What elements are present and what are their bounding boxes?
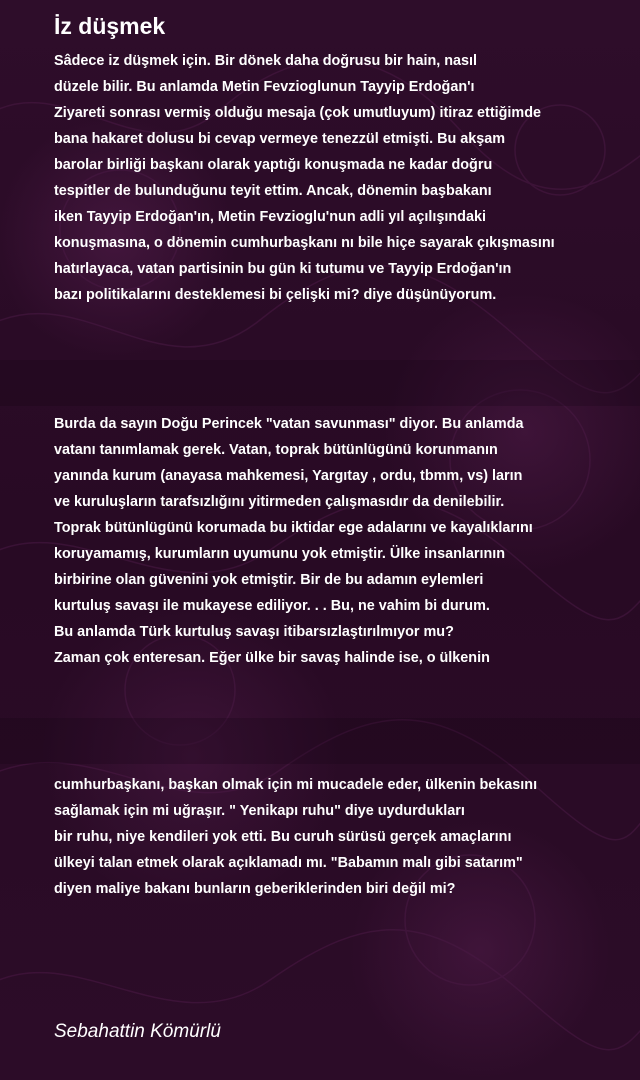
poem-line: sağlamak için mi uğraşır. " Yenikapı ruhu" diye uydurdukları <box>54 803 465 819</box>
divider-band-1 <box>0 360 640 406</box>
poem-line: cumhurbaşkanı, başkan olmak için mi mucadele eder, ülkenin bekasını <box>54 777 538 793</box>
stanza-1 <box>54 48 640 308</box>
poem-line: düzele bilir. Bu anlamda Metin Fevzioglunun Tayyip Erdoğan'ı <box>54 79 475 95</box>
poem-line: Burda da sayın Doğu Perincek "vatan savunması" diyor. Bu anlamda <box>54 416 524 432</box>
stanza-3 <box>54 772 640 902</box>
poem-line: bazı politikalarını desteklemesi bi çelişki mi? diye düşünüyorum. <box>54 287 497 303</box>
stanza-2 <box>54 411 640 671</box>
poem-line: ülkeyi talan etmek olarak açıklamadı mı. "Babamın malı gibi satarım" <box>54 855 523 871</box>
poem-line: hatırlayaca, vatan partisinin bu gün ki tutumu ve Tayyip Erdoğan'ın <box>54 261 512 277</box>
author-name: Sebahattin Kömürlü <box>54 1021 221 1042</box>
poem-line: Zaman çok enteresan. Eğer ülke bir savaş halinde ise, o ülkenin <box>54 650 490 666</box>
poem-line: diyen maliye bakanı bunların geberiklerinden biri değil mi? <box>54 881 456 897</box>
poem-line: birbirine olan güvenini yok etmiştir. Bir de bu adamın eylemleri <box>54 572 484 588</box>
poem-line: yanında kurum (anayasa mahkemesi, Yargıtay , ordu, tbmm, vs) ların <box>54 468 523 484</box>
poem-title: İz düşmek <box>54 13 166 39</box>
poem-line: Ziyareti sonrası vermiş olduğu mesaja (çok umutluyum) itiraz ettiğimde <box>54 105 542 121</box>
poem-line: bana hakaret dolusu bi cevap vermeye tenezzül etmişti. Bu akşam <box>54 131 506 147</box>
poem-line: konuşmasına, o dönemin cumhurbaşkanı nı bile hiçe sayarak çıkışmasını <box>54 235 555 251</box>
poem-line: vatanı tanımlamak gerek. Vatan, toprak bütünlügünü korunmanın <box>54 442 498 458</box>
divider-band-2 <box>0 718 640 764</box>
poem-line: Toprak bütünlügünü korumada bu iktidar ege adalarını ve kayalıklarını <box>54 520 533 536</box>
poem-line: kurtuluş savaşı ile mukayese ediliyor. . . Bu, ne vahim bi durum. <box>54 598 490 614</box>
poem-line: Bu anlamda Türk kurtuluş savaşı itibarsızlaştırılmıyor mu? <box>54 624 454 640</box>
poem-line: barolar birliği başkanı olarak yaptığı konuşmada ne kadar doğru <box>54 157 493 173</box>
poem-line: koruyamamış, kurumların uyumunu yok etmiştir. Ülke insanlarının <box>54 546 506 562</box>
poem-line: ve kuruluşların tarafsızlığını yitirmeden çalışmasıdır da denilebilir. <box>54 494 505 510</box>
poem-line: tespitler de bulunduğunu teyit ettim. Ancak, dönemin başbakanı <box>54 183 492 199</box>
poem-line: bir ruhu, niye kendileri yok etti. Bu curuh sürüsü gerçek amaçlarını <box>54 829 512 845</box>
poem-line: iken Tayyip Erdoğan'ın, Metin Fevzioglu'nun adli yıl açılışındaki <box>54 209 486 225</box>
poem-line: Sâdece iz düşmek için. Bir dönek daha doğrusu bir hain, nasıl <box>54 53 478 69</box>
